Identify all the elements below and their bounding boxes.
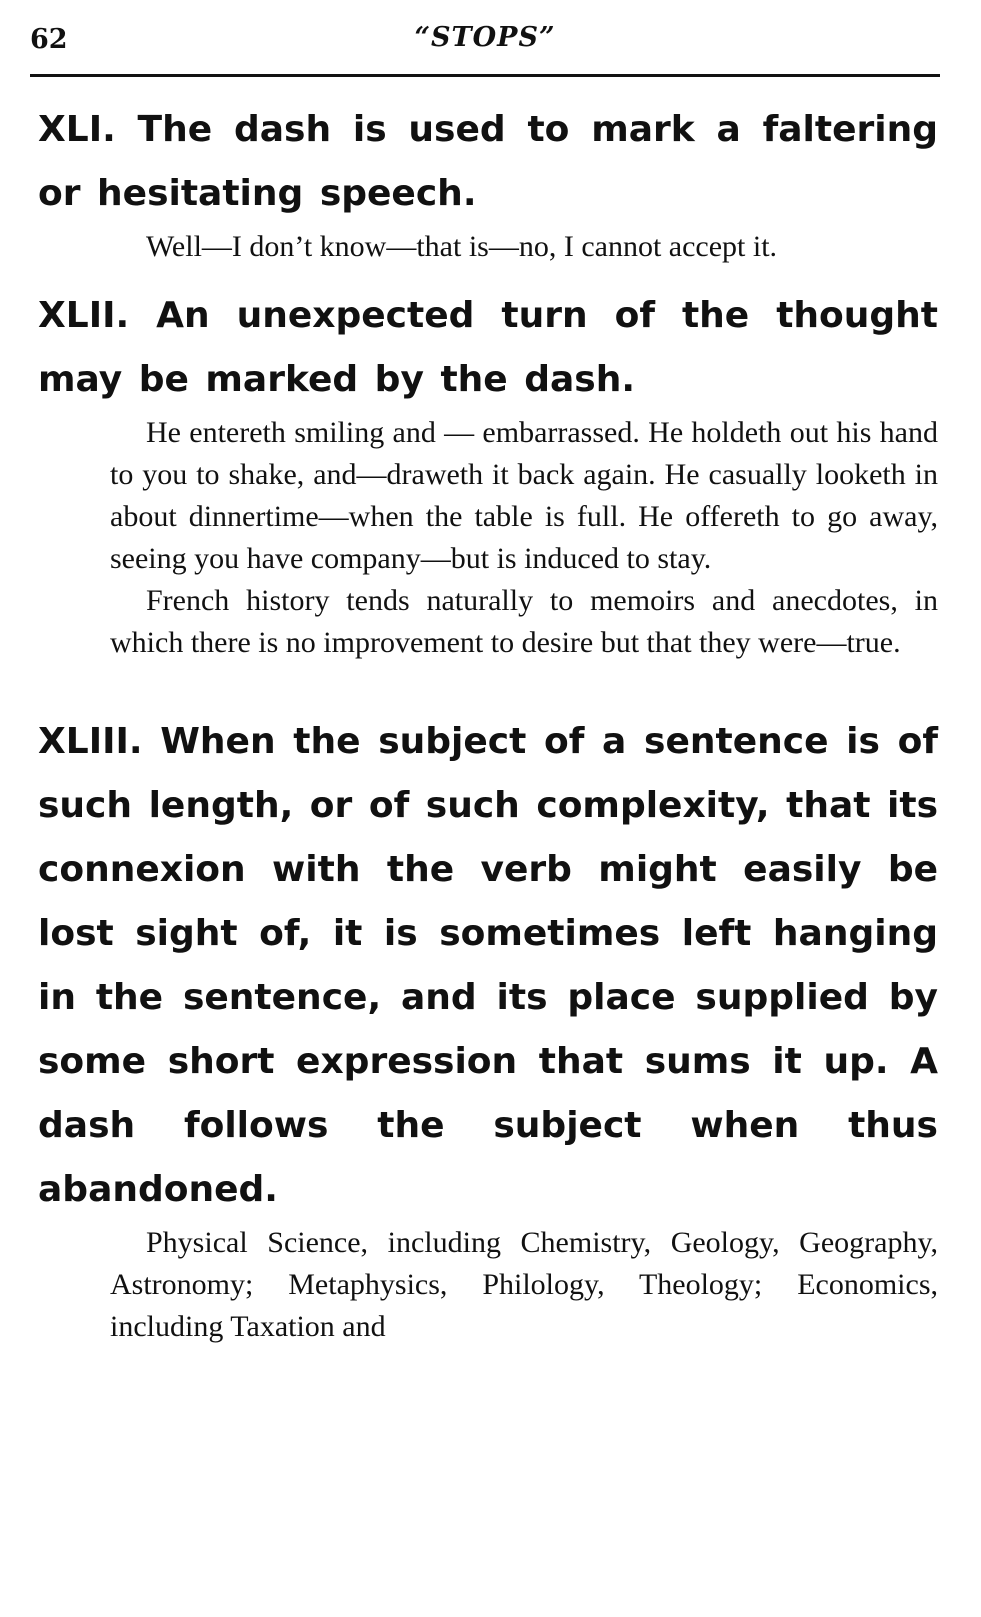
example-paragraph: Well—I don’t know—that is—no, I cannot accept it. bbox=[146, 230, 778, 263]
example-paragraph: French history tends naturally to memoirs and anecdotes, in which there is no improvement to desire but that they were—true. bbox=[110, 584, 938, 659]
page-number: 62 bbox=[30, 24, 68, 55]
page-header bbox=[30, 18, 940, 58]
rule-section bbox=[38, 98, 938, 268]
page-body bbox=[38, 98, 938, 1348]
running-head: “STOPS” bbox=[414, 22, 556, 53]
header-rule bbox=[30, 74, 940, 77]
rule-heading: XLII. An unexpected turn of the thought may be marked by the dash. bbox=[38, 295, 938, 400]
example-paragraph: He entereth smiling and — embarrassed. He holdeth out his hand to you to shake, and—draweth it back again. He casually looketh in about dinnertime—when the table is full. He offereth to go away, seeing you have company—but is induced to stay. bbox=[110, 416, 938, 575]
rule-heading: XLI. The dash is used to mark a faltering or hesitating speech. bbox=[38, 109, 938, 214]
rule-section bbox=[38, 710, 938, 1348]
rule-section bbox=[38, 284, 938, 664]
rule-heading: XLIII. When the subject of a sentence is of such length, or of such complexity, that its connexion with the verb might easily be lost sight of, it is sometimes left hanging in the sentence, and its place supplied by some short expression that sums it up. A dash follows the subject when thus abandoned. bbox=[38, 721, 938, 1210]
example-paragraph: Physical Science, including Chemistry, Geology, Geography, Astronomy; Metaphysics, Philology, Theology; Economics, including Taxation and bbox=[110, 1226, 938, 1343]
